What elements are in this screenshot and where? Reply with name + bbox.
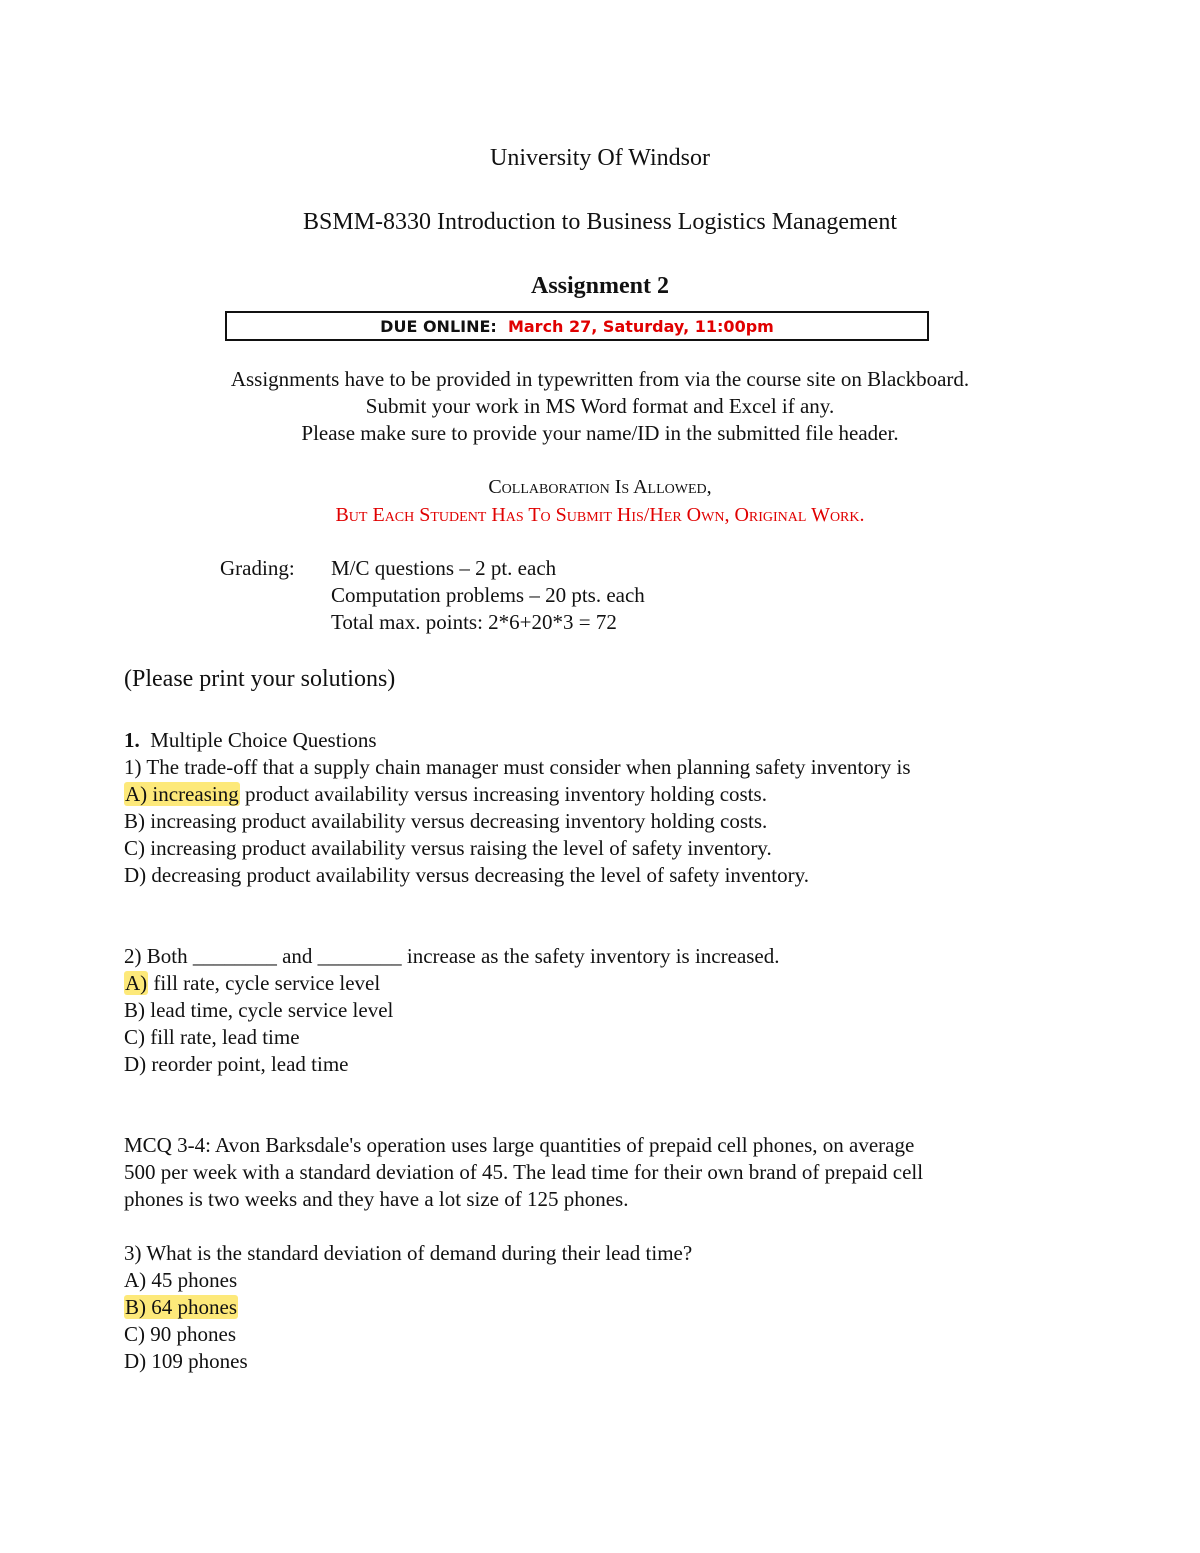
q1-option-a (124, 781, 767, 807)
q3-option-b (124, 1294, 238, 1320)
q2-option-c: C) fill rate, lead time (124, 1025, 300, 1049)
q2-option-a (124, 970, 380, 996)
mcq34-context: phones is two weeks and they have a lot size of 125 phones. (124, 1187, 629, 1211)
due-label: DUE ONLINE: (380, 317, 497, 336)
q3-stem: 3) What is the standard deviation of demand during their lead time? (124, 1241, 693, 1265)
answer-highlight: A) increasing (125, 782, 239, 806)
instruction-line: Assignments have to be provided in typewritten from via the course site on Blackboard. (230, 367, 970, 391)
q2-stem: 2) Both ________ and ________ increase as the safety inventory is increased. (124, 944, 780, 968)
assignment-title: Assignment 2 (530, 273, 669, 299)
q2-option-b: B) lead time, cycle service level (124, 998, 394, 1022)
print-note: (Please print your solutions) (124, 666, 396, 692)
q3-option-a: A) 45 phones (124, 1268, 238, 1292)
university-name: University Of Windsor (490, 145, 710, 171)
instruction-line: Submit your work in MS Word format and Excel if any. (365, 394, 835, 418)
q2-option-a-text: fill rate, cycle service level (148, 971, 381, 995)
grading-label: Grading: (220, 556, 295, 580)
q1-option-d: D) decreasing product availability versus decreasing the level of safety inventory. (124, 863, 809, 887)
q2-option-d: D) reorder point, lead time (124, 1052, 349, 1076)
course-title: BSMM-8330 Introduction to Business Logistics Management (303, 209, 897, 235)
section-number: 1. (124, 728, 140, 752)
grading-item: Computation problems – 20 pts. each (331, 583, 645, 607)
collaboration-allowed: Collaboration Is Allowed, (488, 476, 712, 498)
answer-highlight: A) (125, 971, 148, 995)
section-heading (124, 727, 377, 753)
grading-item: Total max. points: 2*6+20*3 = 72 (331, 610, 617, 634)
mcq34-context: MCQ 3-4: Avon Barksdale's operation uses large quantities of prepaid cell phones, on average (124, 1133, 915, 1157)
instruction-line: Please make sure to provide your name/ID in the submitted file header. (301, 421, 899, 445)
mcq34-context: 500 per week with a standard deviation of 45. The lead time for their own brand of prepaid cell (124, 1160, 924, 1184)
grading-item: M/C questions – 2 pt. each (331, 556, 557, 580)
q1-option-b: B) increasing product availability versus decreasing inventory holding costs. (124, 809, 768, 833)
q3-option-c: C) 90 phones (124, 1322, 236, 1346)
q1-stem: 1) The trade-off that a supply chain manager must consider when planning safety inventory is (124, 755, 911, 779)
q1-option-c: C) increasing product availability versus raising the level of safety inventory. (124, 836, 772, 860)
due-date: March 27, Saturday, 11:00pm (507, 317, 774, 336)
q1-option-a-text: product availability versus increasing inventory holding costs. (239, 782, 767, 806)
due-box (225, 311, 929, 341)
collaboration-rule: But Each Student Has To Submit His/Her Own, Original Work. (335, 504, 865, 526)
q3-option-d: D) 109 phones (124, 1349, 248, 1373)
section-title: Multiple Choice Questions (150, 728, 377, 752)
answer-highlight: B) 64 phones (125, 1295, 237, 1319)
